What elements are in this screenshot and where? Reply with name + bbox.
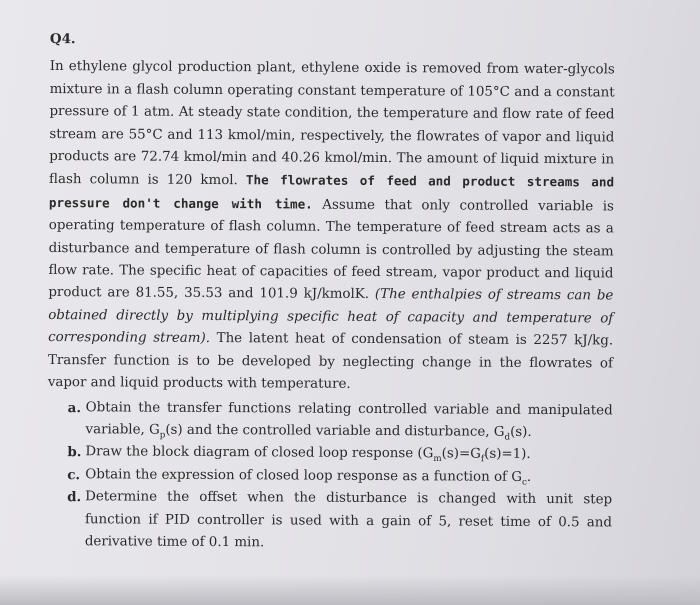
item-text: (s)=G (441, 446, 481, 462)
item-subscript: c (521, 477, 527, 488)
item-subscript: d (504, 432, 511, 443)
item-text: (s)=1). (484, 446, 531, 463)
paragraph-end: The latent heat of condensation of steam is 2257 kJ/kg. Transfer function is to be developed by neglecting change in the flowrates of vapor and liquid products with temperature. (47, 331, 614, 392)
item-text: Obtain the transfer functions relating controlled variable and manipulated variable, G (85, 399, 613, 438)
sub-question-list (47, 396, 613, 556)
item-marker: c. (67, 466, 81, 483)
question-block (47, 28, 615, 557)
item-text: (s) and the controlled variable and disturbance, G (165, 422, 505, 440)
page-bottom-shadow (0, 575, 700, 605)
item-text: (s). (510, 424, 532, 440)
sub-question-a (67, 397, 612, 445)
paragraph-middle: Assume that only controlled variable is operating temperature of flash column. The temperature of feed stream acts as a disturbance and temperature of flash column is controlled by adjusting the steam flow rate. The specific heat of capacities of feed stream, vapor product and liquid product are 81.55, 35.53 and 101.9 kJ/kmolK. (48, 197, 614, 303)
paragraph-italic-note: (The enthalpies of streams can be obtained directly by multiplying specific heat of capacity and temperature of corresponding stream). (48, 287, 614, 347)
item-subscript: f (480, 454, 485, 465)
item-marker: d. (67, 489, 82, 506)
item-subscript: m (433, 454, 442, 465)
sub-question-d (67, 486, 612, 557)
item-text: Draw the block diagram of closed loop response (G (85, 444, 434, 462)
sub-question-b (67, 441, 612, 467)
paragraph-bold-statement: The flowrates of feed and product streams and pressure don't change with time. (48, 172, 615, 212)
paragraph-intro: In ethylene glycol production plant, ethylene oxide is removed from water-glycols mixture in a flash column operating constant temperature of 105°C and a constant pressure of 1 atm. At steady state condition, the temperature and flow rate of feed stream are 55°C and 113 kmol/min, respectively, the flowrates of vapor and liquid products are 72.74 kmol/min and 40.26 kmol/min. The amount of liquid mixture in flash column is 120 kmol. (49, 59, 615, 189)
question-number: Q4. (49, 30, 76, 48)
item-marker: a. (67, 399, 82, 416)
item-marker: b. (67, 444, 82, 461)
question-paragraph (48, 56, 615, 398)
item-text: Obtain the expression of closed loop response as a function of G (85, 466, 523, 485)
item-text: Determine the offset when the disturbance is changed with unit step function if PID controller is used with a gain of 5, reset time of 0.5 and derivative time of 0.1 min. (84, 489, 613, 551)
item-subscript: p (159, 430, 166, 441)
item-text: . (526, 469, 532, 485)
sub-question-c (67, 464, 612, 490)
